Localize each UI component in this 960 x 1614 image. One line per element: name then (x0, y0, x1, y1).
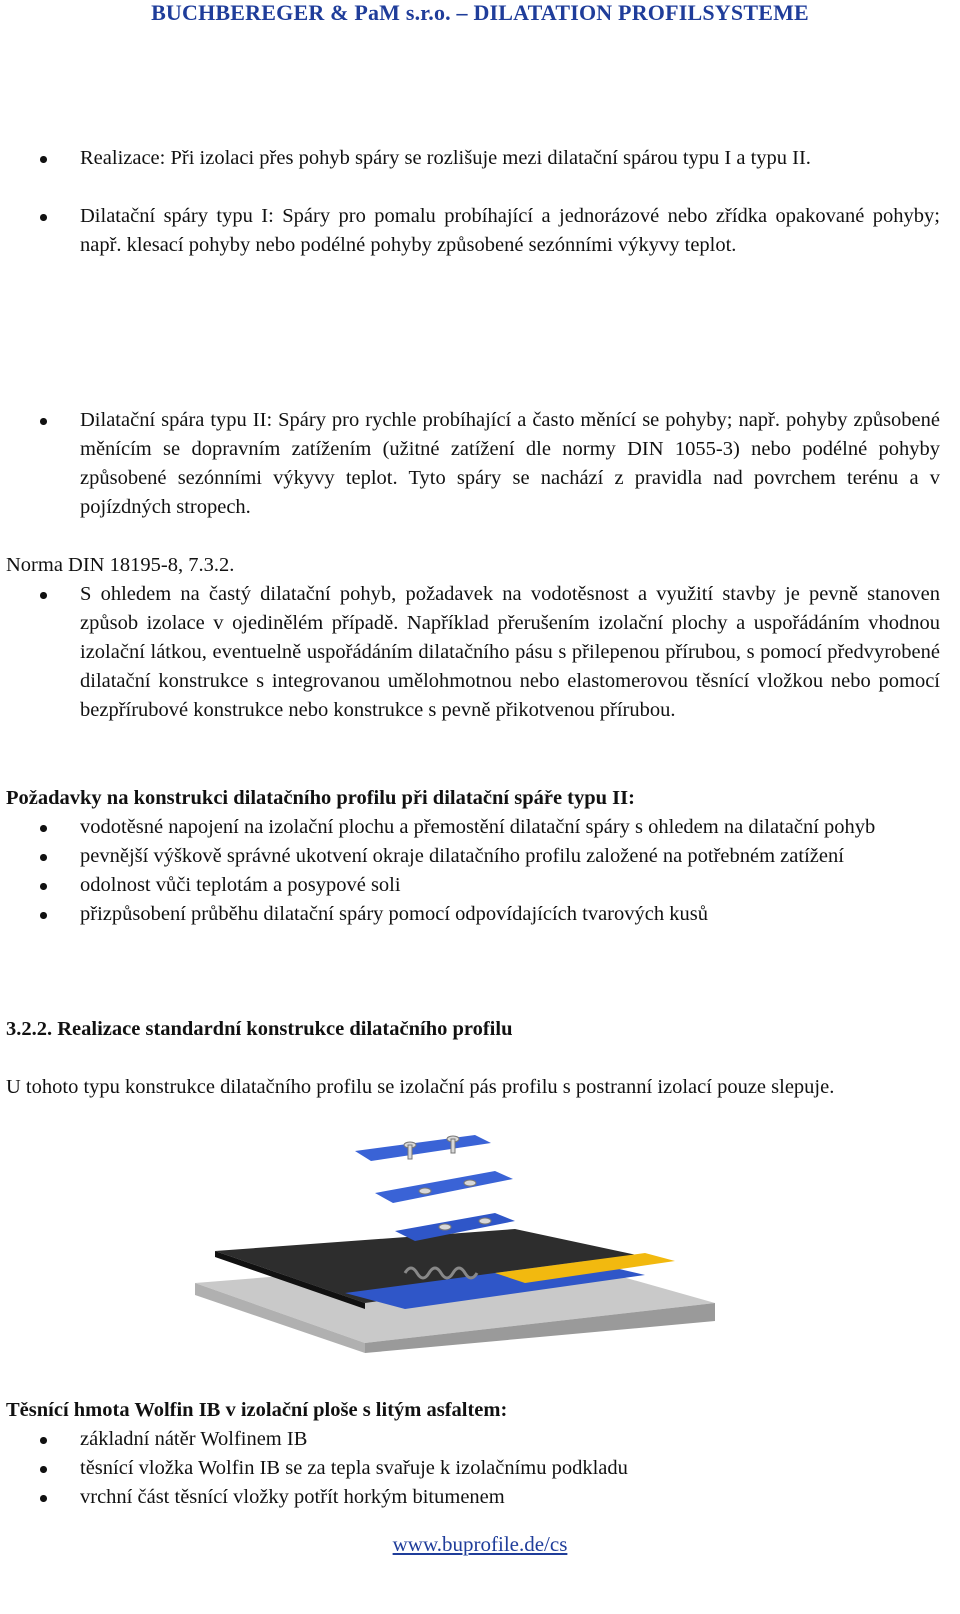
list-item: Dilatační spáry typu I: Spáry pro pomalu probíhající a jednorázové nebo zřídka opakované pohyby; např. klesací pohyby nebo podélné pohyby způsobené sezónními výkyvy teplot. (0, 202, 960, 260)
intro-bullet-list (0, 144, 960, 260)
page-header: BUCHBEREGER & PaM s.r.o. – DILATATION PROFILSYSTEME (151, 0, 809, 25)
clamp-plate-mid (375, 1171, 513, 1203)
list-item: vrchní část těsnící vložky potřít horkým bitumenem (0, 1483, 960, 1512)
requirements-heading: Požadavky na konstrukci dilatačního profilu při dilatační spáře typu II: (6, 787, 635, 809)
list-item: odolnost vůči teplotám a posypové soli (0, 871, 960, 900)
list-item: základní nátěr Wolfinem IB (0, 1425, 960, 1454)
section-heading: 3.2.2. Realizace standardní konstrukce dilatačního profilu (6, 1018, 513, 1040)
list-item: Realizace: Při izolaci přes pohyb spáry se rozlišuje mezi dilatační spárou typu I a typu II. (0, 144, 960, 173)
type2-bullet-list (0, 406, 960, 522)
requirements-list (0, 813, 960, 929)
list-item: vodotěsné napojení na izolační plochu a přemostění dilatační spáry s ohledem na dilatační pohyb (0, 813, 960, 842)
sealing-list (0, 1425, 960, 1512)
expansion-joint-illustration (195, 1133, 715, 1353)
footer-link[interactable]: www.buprofile.de/cs (392, 1532, 568, 1556)
norm-label: Norma DIN 18195-8, 7.3.2. (6, 554, 235, 576)
section-paragraph: U tohoto typu konstrukce dilatačního profilu se izolační pás profilu s postranní izolací pouze slepuje. (6, 1076, 835, 1098)
list-item: pevnější výškově správné ukotvení okraje dilatačního profilu založené na potřebném zatížení (0, 842, 960, 871)
list-item: přizpůsobení průběhu dilatační spáry pomocí odpovídajících tvarových kusů (0, 900, 960, 929)
clamp-plate-top (355, 1135, 491, 1161)
list-item: S ohledem na častý dilatační pohyb, požadavek na vodotěsnost a využití stavby je pevně stanoven způsob izolace v ojedinělém případě. Například přerušením izolační plochy a uspořádáním vhodnou izolační látkou, eventuelně uspořádáním dilatačního pásu s přilepenou přírubou, s pomocí předvyrobené dilatační konstrukce s integrovanou umělohmotnou nebo elastomerovou těsnící vložkou nebo pomocí bezpřírubové konstrukce nebo konstrukce s pevně přikotvenou přírubou. (0, 580, 960, 725)
list-item: Dilatační spára typu II: Spáry pro rychle probíhající a často měnící se pohyby; např. pohyby způsobené měnícím se dopravním zatížením (užitné zatížení dle normy DIN 1055-3) nebo podélné pohyby způsobené sezónními výkyvy teplot. Tyto spáry se nachází z pravidla nad povrchem terénu a v pojízdných stropech. (0, 406, 960, 522)
norm-bullet-list (0, 580, 960, 725)
list-item: těsnící vložka Wolfin IB se za tepla svařuje k izolačnímu podkladu (0, 1454, 960, 1483)
sealing-heading: Těsnící hmota Wolfin IB v izolační ploše s litým asfaltem: (6, 1399, 508, 1421)
